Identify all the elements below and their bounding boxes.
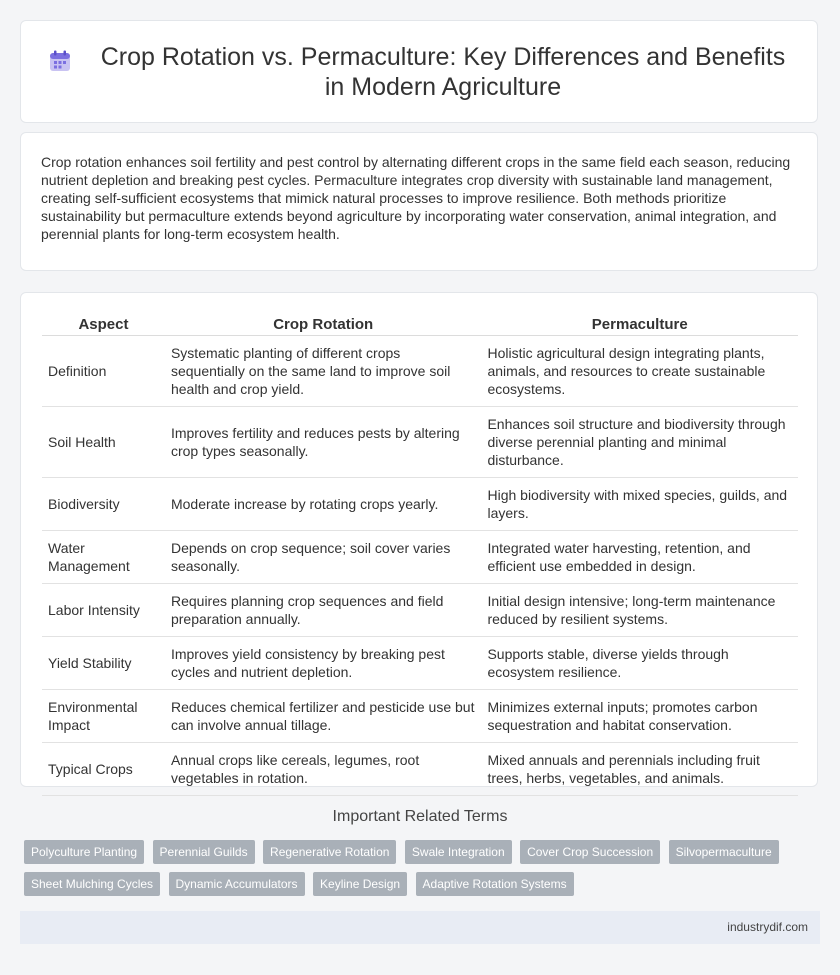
aspect-cell: Water Management <box>42 531 165 584</box>
related-term-tag[interactable]: Polyculture Planting <box>24 840 144 864</box>
header-aspect: Aspect <box>42 312 165 336</box>
aspect-cell: Typical Crops <box>42 743 165 796</box>
header-card <box>20 20 818 123</box>
comparison-table <box>42 312 798 796</box>
aspect-cell: Definition <box>42 336 165 407</box>
aspect-cell: Yield Stability <box>42 637 165 690</box>
permaculture-cell: Supports stable, diverse yields through ecosystem resilience. <box>481 637 798 690</box>
related-term-tag[interactable]: Regenerative Rotation <box>263 840 396 864</box>
table-row <box>42 743 798 796</box>
related-term-tag[interactable]: Silvopermaculture <box>669 840 779 864</box>
title-wrap <box>49 42 789 102</box>
crop-rotation-cell: Requires planning crop sequences and field preparation annually. <box>165 584 482 637</box>
related-terms-title: Important Related Terms <box>332 808 508 825</box>
permaculture-cell: Integrated water harvesting, retention, and efficient use embedded in design. <box>481 531 798 584</box>
related-term-tag[interactable]: Keyline Design <box>313 872 407 896</box>
aspect-cell: Environmental Impact <box>42 690 165 743</box>
related-term-tag[interactable]: Dynamic Accumulators <box>169 872 305 896</box>
crop-rotation-cell: Annual crops like cereals, legumes, root vegetables in rotation. <box>165 743 482 796</box>
related-term-tag[interactable]: Adaptive Rotation Systems <box>416 872 574 896</box>
aspect-cell: Biodiversity <box>42 478 165 531</box>
crop-rotation-cell: Reduces chemical fertilizer and pesticide use but can involve annual tillage. <box>165 690 482 743</box>
page-title: Crop Rotation vs. Permaculture: Key Differences and Benefits in Modern Agriculture <box>100 42 786 101</box>
crop-rotation-cell: Depends on crop sequence; soil cover varies seasonally. <box>165 531 482 584</box>
table-row <box>42 584 798 637</box>
permaculture-cell: Mixed annuals and perennials including fruit trees, herbs, vegetables, and animals. <box>481 743 798 796</box>
related-term-tag[interactable]: Sheet Mulching Cycles <box>24 872 160 896</box>
table-row <box>42 690 798 743</box>
table-header-row <box>42 312 798 336</box>
permaculture-cell: Holistic agricultural design integrating plants, animals, and resources to create sustainable ecosystems. <box>481 336 798 407</box>
table-row <box>42 407 798 478</box>
related-term-tag[interactable]: Perennial Guilds <box>153 840 255 864</box>
related-term-tag[interactable]: Cover Crop Succession <box>520 840 660 864</box>
table-row <box>42 478 798 531</box>
aspect-cell: Soil Health <box>42 407 165 478</box>
permaculture-cell: Enhances soil structure and biodiversity through diverse perennial planting and minimal disturbance. <box>481 407 798 478</box>
crop-rotation-cell: Improves yield consistency by breaking pest cycles and nutrient depletion. <box>165 637 482 690</box>
table-row <box>42 531 798 584</box>
table-row <box>42 637 798 690</box>
related-term-tag[interactable]: Swale Integration <box>405 840 512 864</box>
permaculture-cell: High biodiversity with mixed species, guilds, and layers. <box>481 478 798 531</box>
header-crop-rotation: Crop Rotation <box>165 312 482 336</box>
crop-rotation-cell: Systematic planting of different crops sequentially on the same land to improve soil health and crop yield. <box>165 336 482 407</box>
header-permaculture: Permaculture <box>481 312 798 336</box>
aspect-cell: Labor Intensity <box>42 584 165 637</box>
footer <box>20 911 820 944</box>
intro-card <box>20 132 818 271</box>
permaculture-cell: Minimizes external inputs; promotes carbon sequestration and habitat conservation. <box>481 690 798 743</box>
calendar-icon <box>49 50 71 72</box>
crop-rotation-cell: Moderate increase by rotating crops yearly. <box>165 478 482 531</box>
table-row <box>42 336 798 407</box>
related-terms-tags <box>24 840 824 904</box>
comparison-table-card <box>20 292 818 787</box>
permaculture-cell: Initial design intensive; long-term maintenance reduced by resilient systems. <box>481 584 798 637</box>
intro-paragraph: Crop rotation enhances soil fertility and pest control by alternating different crops in the same field each season, reducing nutrient depletion and breaking pest cycles. Permaculture integrates crop diversity with sustainable land management, creating self-sufficient ecosystems that mimick natural processes to improve resilience. Both methods prioritize sustainability but permaculture extends beyond agriculture by incorporating water conservation, animal integration, and perennial plants for long-term ecosystem health. <box>41 154 791 242</box>
footer-site-link[interactable]: industrydif.com <box>727 920 808 934</box>
crop-rotation-cell: Improves fertility and reduces pests by altering crop types seasonally. <box>165 407 482 478</box>
